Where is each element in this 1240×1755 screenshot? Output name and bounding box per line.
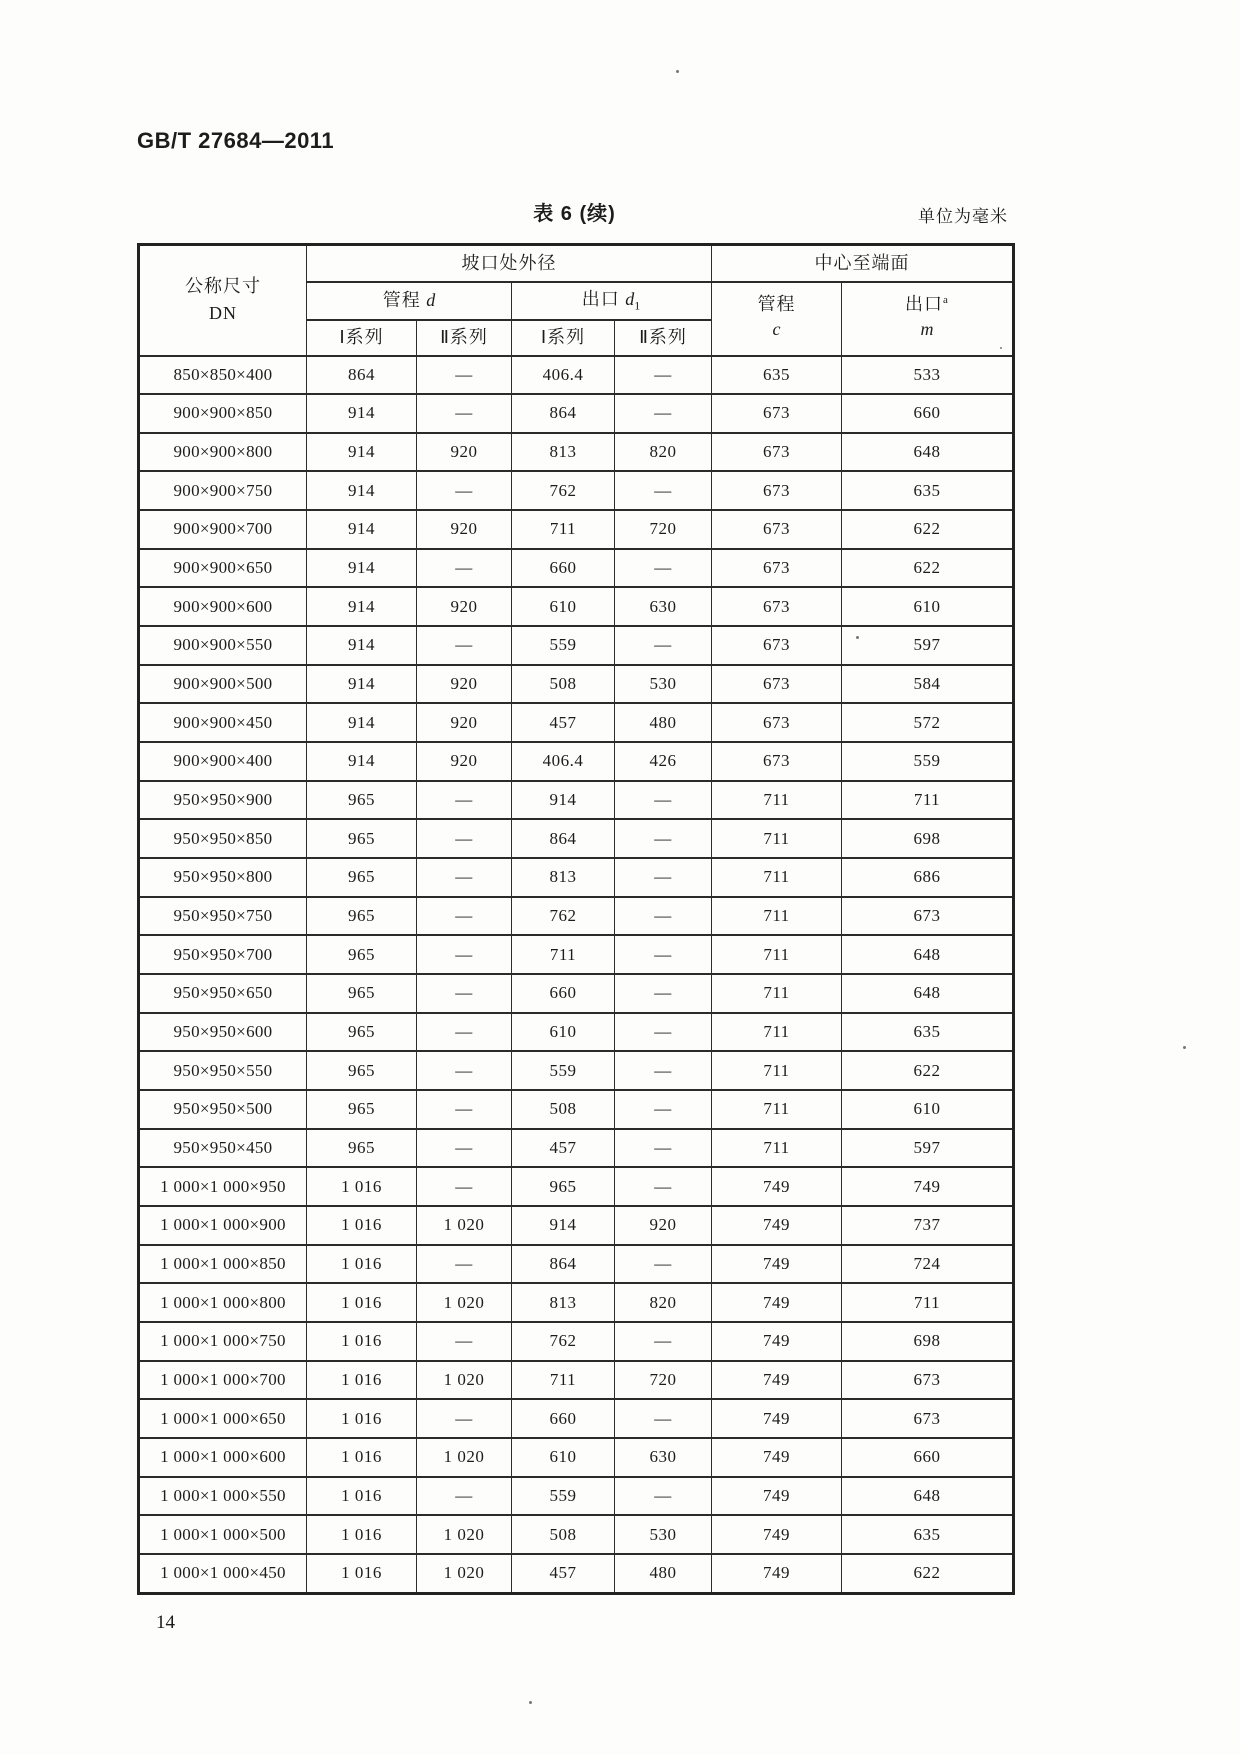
cell-center-run-c: 711 — [712, 1051, 842, 1090]
cell-center-run-c: 673 — [712, 471, 842, 510]
cell-outlet-series1: 457 — [512, 703, 615, 742]
cell-pipe-run-series2: — — [417, 1051, 512, 1090]
table-row — [139, 703, 1014, 742]
cell-outlet-series2: — — [615, 471, 712, 510]
cell-outlet-series1: 813 — [512, 1283, 615, 1322]
cell-outlet-series2: — — [615, 1129, 712, 1168]
table-row — [139, 665, 1014, 704]
cell-center-run-c: 673 — [712, 433, 842, 472]
cell-center-outlet-m: 572 — [842, 703, 1014, 742]
header-center-outlet-m — [842, 282, 1014, 356]
cell-pipe-run-series1: 965 — [307, 897, 417, 936]
cell-center-run-c: 749 — [712, 1206, 842, 1245]
cell-pipe-run-series1: 1 016 — [307, 1206, 417, 1245]
cell-outlet-series1: 813 — [512, 858, 615, 897]
cell-center-run-c: 673 — [712, 703, 842, 742]
cell-dn: 1 000×1 000×650 — [139, 1399, 307, 1438]
cell-outlet-series2: — — [615, 781, 712, 820]
cell-center-outlet-m: 635 — [842, 1515, 1014, 1554]
cell-center-outlet-m: 749 — [842, 1167, 1014, 1206]
units-note: 单位为毫米 — [918, 207, 1008, 226]
cell-center-outlet-m: 673 — [842, 1399, 1014, 1438]
cell-outlet-series1: 914 — [512, 781, 615, 820]
cell-center-outlet-m: 622 — [842, 1554, 1014, 1594]
cell-outlet-series1: 864 — [512, 819, 615, 858]
cell-dn: 1 000×1 000×750 — [139, 1322, 307, 1361]
cell-outlet-series2: — — [615, 897, 712, 936]
cell-outlet-series2: — — [615, 1167, 712, 1206]
header-center-to-end-face: 中心至端面 — [712, 245, 1014, 282]
cell-pipe-run-series1: 864 — [307, 356, 417, 395]
center-outlet-footnote-mark: a — [943, 293, 949, 306]
cell-center-outlet-m: 610 — [842, 587, 1014, 626]
cell-center-run-c: 749 — [712, 1361, 842, 1400]
dimension-table — [137, 243, 1015, 1595]
cell-outlet-series1: 864 — [512, 1245, 615, 1284]
cell-pipe-run-series2: 1 020 — [417, 1515, 512, 1554]
outlet-var: d — [625, 288, 635, 309]
cell-pipe-run-series1: 965 — [307, 974, 417, 1013]
cell-pipe-run-series1: 1 016 — [307, 1438, 417, 1477]
cell-outlet-series2: 480 — [615, 703, 712, 742]
table-row — [139, 1438, 1014, 1477]
scan-speck — [1000, 347, 1002, 349]
cell-pipe-run-series2: 1 020 — [417, 1438, 512, 1477]
cell-dn: 950×950×800 — [139, 858, 307, 897]
cell-center-run-c: 711 — [712, 781, 842, 820]
cell-outlet-series2: 426 — [615, 742, 712, 781]
cell-center-run-c: 711 — [712, 819, 842, 858]
cell-outlet-series1: 559 — [512, 1051, 615, 1090]
pipe-run-var: d — [426, 290, 436, 311]
cell-pipe-run-series1: 1 016 — [307, 1477, 417, 1516]
cell-outlet-series2: 920 — [615, 1206, 712, 1245]
table-row — [139, 394, 1014, 433]
cell-pipe-run-series2: — — [417, 858, 512, 897]
cell-pipe-run-series1: 965 — [307, 1129, 417, 1168]
cell-center-outlet-m: 648 — [842, 1477, 1014, 1516]
cell-center-run-c: 749 — [712, 1245, 842, 1284]
cell-outlet-series1: 457 — [512, 1129, 615, 1168]
cell-center-outlet-m: 724 — [842, 1245, 1014, 1284]
cell-pipe-run-series2: — — [417, 1399, 512, 1438]
cell-pipe-run-series2: 920 — [417, 665, 512, 704]
cell-center-outlet-m: 686 — [842, 858, 1014, 897]
cell-outlet-series1: 610 — [512, 587, 615, 626]
cell-pipe-run-series1: 914 — [307, 626, 417, 665]
scan-speck — [676, 70, 679, 73]
table-row — [139, 1399, 1014, 1438]
cell-pipe-run-series2: — — [417, 781, 512, 820]
cell-outlet-series1: 711 — [512, 510, 615, 549]
cell-pipe-run-series2: 920 — [417, 433, 512, 472]
cell-dn: 1 000×1 000×950 — [139, 1167, 307, 1206]
cell-outlet-series1: 762 — [512, 1322, 615, 1361]
table-row — [139, 1129, 1014, 1168]
cell-dn: 950×950×700 — [139, 935, 307, 974]
cell-pipe-run-series2: — — [417, 394, 512, 433]
cell-dn: 950×950×850 — [139, 819, 307, 858]
cell-outlet-series2: 530 — [615, 665, 712, 704]
cell-center-run-c: 749 — [712, 1477, 842, 1516]
cell-pipe-run-series1: 914 — [307, 587, 417, 626]
cell-pipe-run-series2: — — [417, 549, 512, 588]
cell-pipe-run-series2: — — [417, 1245, 512, 1284]
cell-dn: 1 000×1 000×850 — [139, 1245, 307, 1284]
cell-outlet-series1: 610 — [512, 1013, 615, 1052]
cell-pipe-run-series2: — — [417, 819, 512, 858]
header-dn-label: DN — [209, 303, 237, 324]
cell-outlet-series1: 813 — [512, 433, 615, 472]
cell-outlet-series1: 559 — [512, 626, 615, 665]
cell-outlet-series1: 610 — [512, 1438, 615, 1477]
cell-pipe-run-series1: 1 016 — [307, 1399, 417, 1438]
table-row — [139, 549, 1014, 588]
cell-pipe-run-series1: 914 — [307, 549, 417, 588]
cell-dn: 1 000×1 000×800 — [139, 1283, 307, 1322]
cell-pipe-run-series1: 965 — [307, 1051, 417, 1090]
header-center-run-c — [712, 282, 842, 356]
cell-center-run-c: 673 — [712, 510, 842, 549]
cell-pipe-run-series2: — — [417, 471, 512, 510]
table-row — [139, 1361, 1014, 1400]
cell-dn: 950×950×450 — [139, 1129, 307, 1168]
cell-pipe-run-series1: 1 016 — [307, 1283, 417, 1322]
cell-dn: 950×950×500 — [139, 1090, 307, 1129]
cell-center-run-c: 711 — [712, 1090, 842, 1129]
cell-pipe-run-series2: — — [417, 1167, 512, 1206]
table-row — [139, 587, 1014, 626]
cell-outlet-series1: 660 — [512, 549, 615, 588]
cell-outlet-series2: 720 — [615, 510, 712, 549]
cell-outlet-series1: 660 — [512, 1399, 615, 1438]
cell-outlet-series2: 530 — [615, 1515, 712, 1554]
cell-outlet-series1: 559 — [512, 1477, 615, 1516]
header-pipe-run-series2: Ⅱ系列 — [417, 320, 512, 356]
page-number: 14 — [156, 1612, 175, 1633]
cell-dn: 850×850×400 — [139, 356, 307, 395]
cell-pipe-run-series1: 914 — [307, 433, 417, 472]
cell-center-outlet-m: 597 — [842, 626, 1014, 665]
pipe-run-label: 管程 — [382, 290, 421, 311]
doc-number: GB/T 27684—2011 — [137, 128, 335, 153]
cell-center-run-c: 749 — [712, 1515, 842, 1554]
cell-center-run-c: 749 — [712, 1322, 842, 1361]
cell-outlet-series1: 406.4 — [512, 742, 615, 781]
cell-center-outlet-m: 648 — [842, 433, 1014, 472]
cell-outlet-series2: — — [615, 549, 712, 588]
cell-pipe-run-series1: 914 — [307, 742, 417, 781]
cell-pipe-run-series2: — — [417, 626, 512, 665]
cell-outlet-series2: — — [615, 394, 712, 433]
cell-pipe-run-series2: — — [417, 1322, 512, 1361]
cell-pipe-run-series1: 965 — [307, 858, 417, 897]
cell-outlet-series1: 711 — [512, 1361, 615, 1400]
cell-center-run-c: 749 — [712, 1438, 842, 1477]
header-outlet-series2: Ⅱ系列 — [615, 320, 712, 356]
center-run-var: c — [772, 319, 781, 340]
cell-center-run-c: 711 — [712, 974, 842, 1013]
cell-outlet-series1: 965 — [512, 1167, 615, 1206]
table-row — [139, 1322, 1014, 1361]
cell-center-run-c: 711 — [712, 935, 842, 974]
center-run-label: 管程 — [757, 293, 796, 314]
cell-outlet-series1: 508 — [512, 1515, 615, 1554]
cell-pipe-run-series1: 1 016 — [307, 1554, 417, 1594]
header-nominal-size-dn — [139, 245, 307, 356]
cell-pipe-run-series2: — — [417, 356, 512, 395]
cell-outlet-series2: — — [615, 819, 712, 858]
cell-outlet-series2: — — [615, 935, 712, 974]
cell-center-outlet-m: 622 — [842, 1051, 1014, 1090]
table-title: 表 6 (续) — [533, 203, 616, 225]
cell-center-outlet-m: 698 — [842, 819, 1014, 858]
cell-dn: 950×950×750 — [139, 897, 307, 936]
cell-pipe-run-series2: 1 020 — [417, 1361, 512, 1400]
cell-dn: 900×900×600 — [139, 587, 307, 626]
cell-dn: 950×950×600 — [139, 1013, 307, 1052]
cell-outlet-series1: 660 — [512, 974, 615, 1013]
outlet-label: 出口 — [581, 288, 620, 309]
cell-center-outlet-m: 737 — [842, 1206, 1014, 1245]
cell-outlet-series2: 630 — [615, 587, 712, 626]
cell-outlet-series2: 820 — [615, 433, 712, 472]
cell-outlet-series2: — — [615, 1477, 712, 1516]
cell-pipe-run-series2: — — [417, 935, 512, 974]
table-row — [139, 897, 1014, 936]
cell-dn: 1 000×1 000×700 — [139, 1361, 307, 1400]
table-row — [139, 935, 1014, 974]
cell-center-run-c: 673 — [712, 549, 842, 588]
cell-center-run-c: 711 — [712, 1129, 842, 1168]
cell-dn: 1 000×1 000×450 — [139, 1554, 307, 1594]
table-row — [139, 1090, 1014, 1129]
cell-outlet-series2: 630 — [615, 1438, 712, 1477]
cell-outlet-series2: — — [615, 1051, 712, 1090]
table-row — [139, 858, 1014, 897]
cell-outlet-series1: 457 — [512, 1554, 615, 1594]
cell-outlet-series2: — — [615, 858, 712, 897]
cell-center-outlet-m: 635 — [842, 471, 1014, 510]
cell-outlet-series2: 720 — [615, 1361, 712, 1400]
cell-dn: 900×900×500 — [139, 665, 307, 704]
cell-pipe-run-series1: 1 016 — [307, 1361, 417, 1400]
table-row — [139, 510, 1014, 549]
cell-outlet-series2: 820 — [615, 1283, 712, 1322]
cell-dn: 950×950×550 — [139, 1051, 307, 1090]
cell-outlet-series1: 762 — [512, 471, 615, 510]
table-row — [139, 1013, 1014, 1052]
cell-center-outlet-m: 673 — [842, 897, 1014, 936]
cell-pipe-run-series2: 920 — [417, 742, 512, 781]
cell-dn: 900×900×850 — [139, 394, 307, 433]
cell-pipe-run-series1: 914 — [307, 394, 417, 433]
cell-outlet-series1: 762 — [512, 897, 615, 936]
header-groove-outer-diameter: 坡口处外径 — [307, 245, 712, 282]
table-row — [139, 1554, 1014, 1594]
cell-pipe-run-series1: 965 — [307, 781, 417, 820]
cell-pipe-run-series1: 1 016 — [307, 1515, 417, 1554]
cell-pipe-run-series2: 920 — [417, 587, 512, 626]
cell-dn: 1 000×1 000×900 — [139, 1206, 307, 1245]
outlet-var-subscript: 1 — [634, 298, 642, 313]
cell-pipe-run-series2: — — [417, 1013, 512, 1052]
cell-outlet-series2: — — [615, 1245, 712, 1284]
cell-dn: 900×900×650 — [139, 549, 307, 588]
cell-dn: 1 000×1 000×600 — [139, 1438, 307, 1477]
cell-pipe-run-series1: 1 016 — [307, 1167, 417, 1206]
cell-pipe-run-series1: 1 016 — [307, 1322, 417, 1361]
cell-outlet-series2: — — [615, 626, 712, 665]
cell-center-run-c: 749 — [712, 1283, 842, 1322]
table-row — [139, 433, 1014, 472]
cell-center-outlet-m: 711 — [842, 781, 1014, 820]
cell-dn: 900×900×550 — [139, 626, 307, 665]
cell-pipe-run-series1: 1 016 — [307, 1245, 417, 1284]
table-body — [139, 356, 1014, 1594]
table-row — [139, 1245, 1014, 1284]
cell-pipe-run-series2: — — [417, 1090, 512, 1129]
cell-pipe-run-series2: — — [417, 1477, 512, 1516]
table-header — [139, 245, 1014, 356]
cell-center-outlet-m: 533 — [842, 356, 1014, 395]
cell-center-outlet-m: 559 — [842, 742, 1014, 781]
cell-dn: 900×900×450 — [139, 703, 307, 742]
cell-center-run-c: 711 — [712, 1013, 842, 1052]
cell-outlet-series2: 480 — [615, 1554, 712, 1594]
cell-dn: 900×900×400 — [139, 742, 307, 781]
cell-center-run-c: 673 — [712, 587, 842, 626]
cell-center-outlet-m: 622 — [842, 549, 1014, 588]
table-row — [139, 471, 1014, 510]
cell-pipe-run-series1: 914 — [307, 510, 417, 549]
cell-center-run-c: 635 — [712, 356, 842, 395]
cell-center-outlet-m: 698 — [842, 1322, 1014, 1361]
scan-speck — [529, 1701, 532, 1704]
cell-dn: 1 000×1 000×550 — [139, 1477, 307, 1516]
cell-outlet-series2: — — [615, 974, 712, 1013]
table-row — [139, 781, 1014, 820]
cell-outlet-series1: 711 — [512, 935, 615, 974]
table-row — [139, 626, 1014, 665]
cell-outlet-series2: — — [615, 1090, 712, 1129]
cell-center-run-c: 749 — [712, 1554, 842, 1594]
table-row — [139, 1515, 1014, 1554]
table-row — [139, 1167, 1014, 1206]
cell-pipe-run-series2: 1 020 — [417, 1283, 512, 1322]
cell-center-run-c: 711 — [712, 897, 842, 936]
cell-pipe-run-series2: 1 020 — [417, 1554, 512, 1594]
cell-pipe-run-series2: — — [417, 974, 512, 1013]
scan-speck — [856, 636, 859, 639]
cell-outlet-series1: 508 — [512, 665, 615, 704]
table-row — [139, 1206, 1014, 1245]
cell-pipe-run-series2: 1 020 — [417, 1206, 512, 1245]
cell-dn: 900×900×750 — [139, 471, 307, 510]
table-row — [139, 1051, 1014, 1090]
cell-pipe-run-series1: 965 — [307, 1090, 417, 1129]
cell-outlet-series1: 914 — [512, 1206, 615, 1245]
cell-pipe-run-series1: 965 — [307, 935, 417, 974]
cell-center-outlet-m: 660 — [842, 1438, 1014, 1477]
scan-speck — [1183, 1046, 1186, 1049]
cell-center-run-c: 749 — [712, 1399, 842, 1438]
cell-outlet-series1: 864 — [512, 394, 615, 433]
cell-center-outlet-m: 584 — [842, 665, 1014, 704]
cell-center-outlet-m: 660 — [842, 394, 1014, 433]
cell-center-outlet-m: 673 — [842, 1361, 1014, 1400]
cell-pipe-run-series2: — — [417, 1129, 512, 1168]
header-outlet-d1 — [512, 282, 712, 320]
cell-center-outlet-m: 597 — [842, 1129, 1014, 1168]
cell-outlet-series2: — — [615, 1399, 712, 1438]
cell-pipe-run-series1: 914 — [307, 703, 417, 742]
header-nominal-size-label: 公称尺寸 — [185, 276, 261, 297]
cell-pipe-run-series1: 965 — [307, 819, 417, 858]
cell-center-run-c: 673 — [712, 665, 842, 704]
cell-center-run-c: 673 — [712, 742, 842, 781]
cell-center-outlet-m: 648 — [842, 935, 1014, 974]
cell-outlet-series1: 508 — [512, 1090, 615, 1129]
cell-pipe-run-series1: 914 — [307, 665, 417, 704]
cell-pipe-run-series1: 965 — [307, 1013, 417, 1052]
cell-center-outlet-m: 635 — [842, 1013, 1014, 1052]
table-row — [139, 974, 1014, 1013]
cell-pipe-run-series2: 920 — [417, 510, 512, 549]
cell-pipe-run-series2: — — [417, 897, 512, 936]
cell-outlet-series2: — — [615, 1013, 712, 1052]
cell-pipe-run-series2: 920 — [417, 703, 512, 742]
cell-dn: 950×950×900 — [139, 781, 307, 820]
cell-dn: 900×900×800 — [139, 433, 307, 472]
table-row — [139, 819, 1014, 858]
cell-outlet-series2: — — [615, 1322, 712, 1361]
cell-dn: 950×950×650 — [139, 974, 307, 1013]
cell-pipe-run-series1: 914 — [307, 471, 417, 510]
center-outlet-var: m — [920, 319, 934, 340]
table-row — [139, 356, 1014, 395]
table-row — [139, 1477, 1014, 1516]
header-pipe-run-d — [307, 282, 512, 320]
table-row — [139, 742, 1014, 781]
cell-dn: 900×900×700 — [139, 510, 307, 549]
cell-dn: 1 000×1 000×500 — [139, 1515, 307, 1554]
cell-center-run-c: 673 — [712, 626, 842, 665]
cell-center-run-c: 711 — [712, 858, 842, 897]
center-outlet-label: 出口 — [905, 293, 944, 314]
cell-center-outlet-m: 648 — [842, 974, 1014, 1013]
cell-center-run-c: 673 — [712, 394, 842, 433]
cell-outlet-series2: — — [615, 356, 712, 395]
table-row — [139, 1283, 1014, 1322]
header-pipe-run-series1: Ⅰ系列 — [307, 320, 417, 356]
cell-outlet-series1: 406.4 — [512, 356, 615, 395]
cell-center-outlet-m: 610 — [842, 1090, 1014, 1129]
cell-center-outlet-m: 711 — [842, 1283, 1014, 1322]
cell-center-run-c: 749 — [712, 1167, 842, 1206]
header-outlet-series1: Ⅰ系列 — [512, 320, 615, 356]
cell-center-outlet-m: 622 — [842, 510, 1014, 549]
